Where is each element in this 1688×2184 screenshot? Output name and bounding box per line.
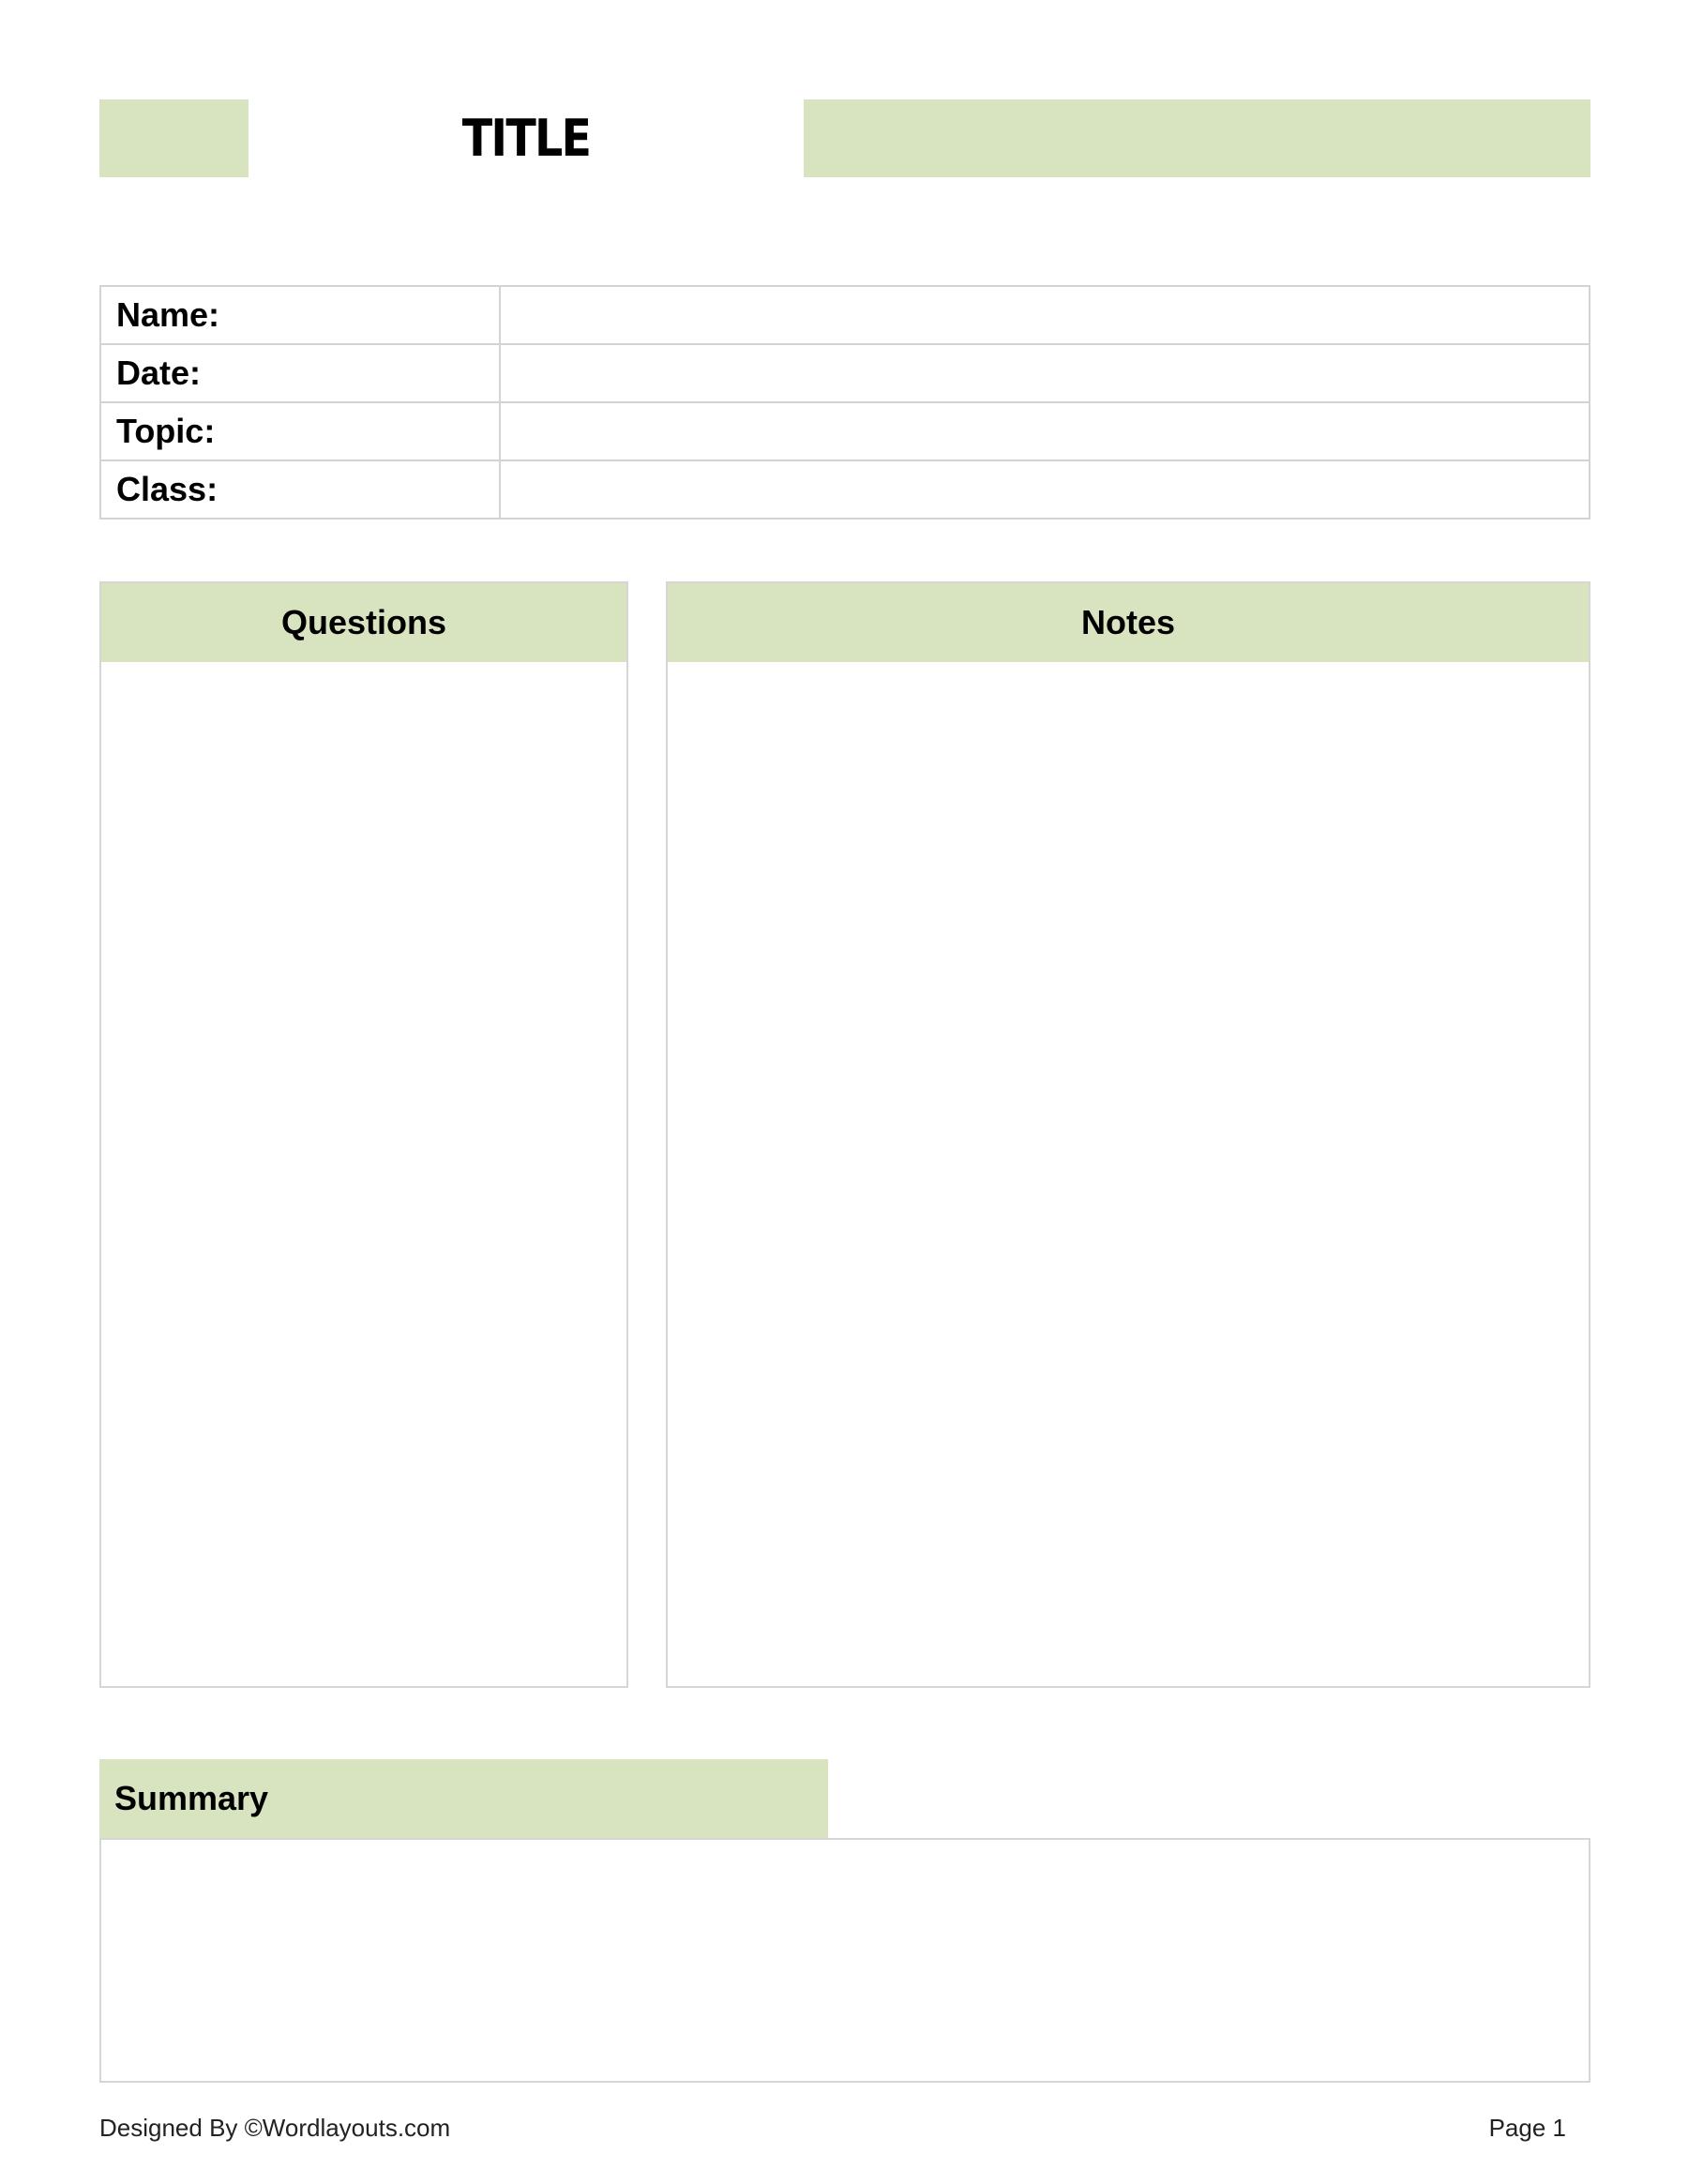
info-row-topic (100, 402, 1590, 460)
title-accent-left (99, 99, 249, 177)
topic-label: Topic: (100, 402, 500, 460)
summary-area[interactable] (99, 1838, 1590, 2083)
info-row-class (100, 460, 1590, 519)
notes-header: Notes (668, 583, 1589, 662)
summary-header: Summary (99, 1759, 828, 1838)
questions-panel[interactable] (99, 581, 628, 1688)
footer-credit: Designed By ©Wordlayouts.com (99, 2114, 451, 2142)
notes-panel[interactable] (666, 581, 1590, 1688)
page-title: TITLE (461, 109, 591, 168)
page-number: Page 1 (1488, 2114, 1566, 2142)
name-field[interactable] (500, 286, 1590, 344)
topic-field[interactable] (500, 402, 1590, 460)
date-field[interactable] (500, 344, 1590, 402)
class-label: Class: (100, 460, 500, 519)
name-label: Name: (100, 286, 500, 344)
info-table (99, 285, 1590, 520)
info-row-date (100, 344, 1590, 402)
info-row-name (100, 286, 1590, 344)
questions-header: Questions (101, 583, 626, 662)
date-label: Date: (100, 344, 500, 402)
class-field[interactable] (500, 460, 1590, 519)
title-accent-right (804, 99, 1590, 177)
